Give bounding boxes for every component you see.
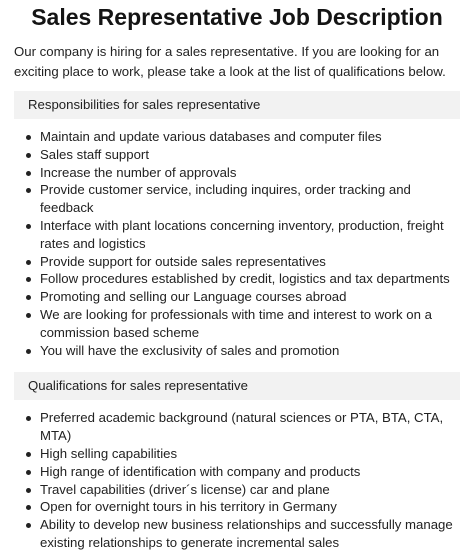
list-item: Maintain and update various databases and computer files <box>40 128 456 146</box>
list-item: Provide support for outside sales representatives <box>40 253 456 271</box>
bullet-icon <box>26 313 31 318</box>
list-item: Provide customer service, including inquires, order tracking and feedback <box>40 181 456 217</box>
list-item: Preferred academic background (natural sciences or PTA, BTA, CTA, MTA) <box>40 409 456 445</box>
bullet-icon <box>26 277 31 282</box>
bullet-icon <box>26 224 31 229</box>
page-title: Sales Representative Job Description <box>31 4 443 30</box>
bullet-icon <box>26 295 31 300</box>
bullet-icon <box>26 470 31 475</box>
bullet-icon <box>26 153 31 158</box>
list-item: Open for overnight tours in his territory in Germany <box>40 498 456 516</box>
intro-paragraph: Our company is hiring for a sales representative. If you are looking for an exciting place to work, please take a look at the list of qualifications below. <box>14 44 446 79</box>
list-item: You will have the exclusivity of sales and promotion <box>40 342 456 360</box>
responsibilities-header: Responsibilities for sales representative <box>14 91 460 119</box>
responsibilities-list <box>14 128 460 359</box>
bullet-icon <box>26 523 31 528</box>
list-item: Promoting and selling our Language courses abroad <box>40 288 456 306</box>
bullet-icon <box>26 171 31 176</box>
bullet-icon <box>26 135 31 140</box>
list-item: Follow procedures established by credit, logistics and tax departments <box>40 270 456 288</box>
bullet-icon <box>26 416 31 421</box>
list-item: Ability to develop new business relationships and successfully manage existing relationships to generate incremental sales <box>40 516 456 552</box>
bullet-icon <box>26 188 31 193</box>
list-item: Sales staff support <box>40 146 456 164</box>
list-item: We are looking for professionals with time and interest to work on a commission based scheme <box>40 306 456 342</box>
bullet-icon <box>26 260 31 265</box>
bullet-icon <box>26 452 31 457</box>
list-item: Increase the number of approvals <box>40 164 456 182</box>
qualifications-list <box>14 409 460 551</box>
list-item: Travel capabilities (driver´s license) car and plane <box>40 481 456 499</box>
bullet-icon <box>26 349 31 354</box>
list-item: High selling capabilities <box>40 445 456 463</box>
qualifications-header: Qualifications for sales representative <box>14 372 460 400</box>
bullet-icon <box>26 505 31 510</box>
list-item: High range of identification with company and products <box>40 463 456 481</box>
bullet-icon <box>26 488 31 493</box>
list-item: Interface with plant locations concerning inventory, production, freight rates and logistics <box>40 217 456 253</box>
